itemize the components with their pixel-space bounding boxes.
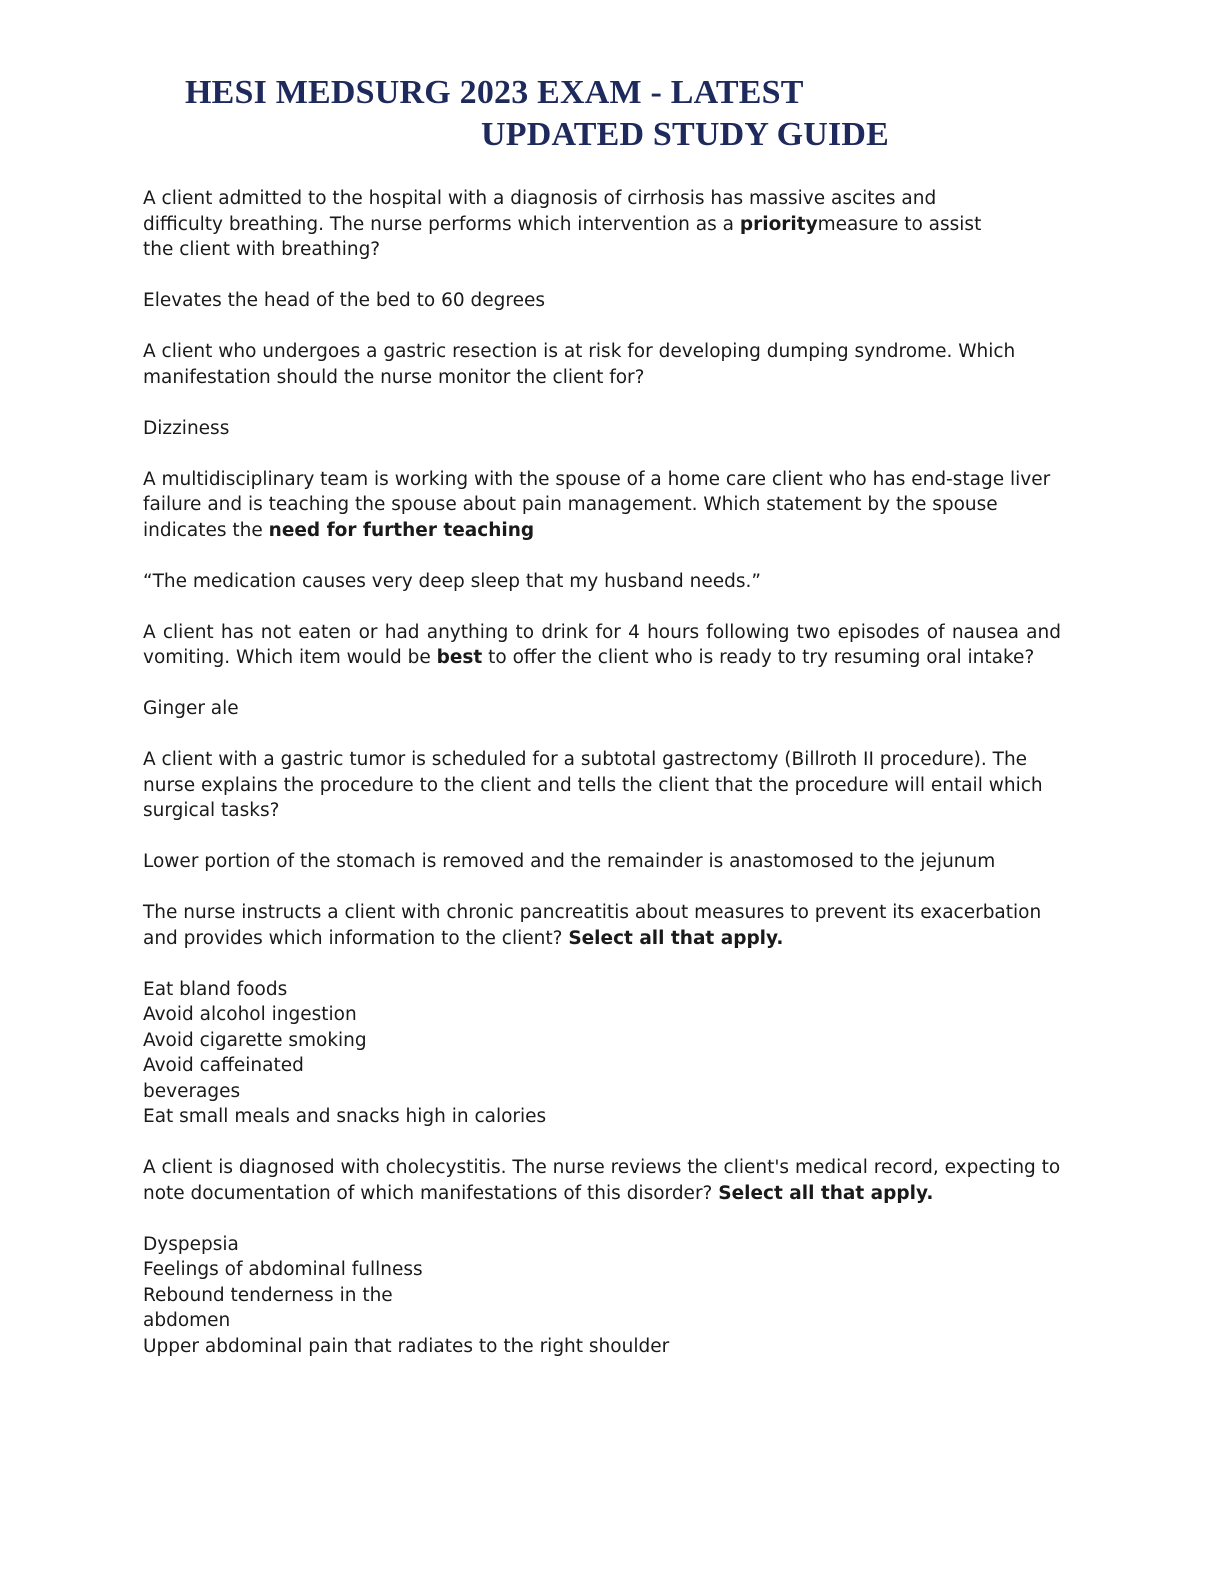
question-5 (143, 747, 1061, 824)
answer-3: “The medication causes very deep sleep that my husband needs.” (143, 570, 761, 592)
list-item: Avoid caffeinated (143, 1055, 304, 1076)
question-4 (143, 620, 1061, 671)
question-text: the client with breathing? (143, 239, 381, 260)
list-item: Avoid alcohol ingestion (143, 1004, 357, 1025)
question-text: The nurse instructs a client with chronic pancreatitis about measures to prevent its exacerbation and provides which information to the client? (143, 902, 1042, 949)
question-emphasis: need for further teaching (268, 519, 535, 541)
list-item: Dyspepsia (143, 1233, 239, 1255)
answer-1: Elevates the head of the bed to 60 degrees (143, 290, 546, 311)
question-text: A client who undergoes a gastric resection is at risk for developing dumping syndrome. Which manifestation should the nurse monitor the client for? (143, 341, 1016, 388)
question-text: measure to assist (817, 213, 982, 235)
list-item: Avoid cigarette smoking (143, 1029, 367, 1051)
answer-5: Lower portion of the stomach is removed and the remainder is anastomosed to the jejunum (143, 851, 996, 872)
question-6 (143, 900, 1061, 951)
list-item: Upper abdominal pain that radiates to the right shoulder (143, 1335, 670, 1357)
answer-list-7 (143, 1232, 1061, 1360)
document-title-line-2: UPDATED STUDY GUIDE (481, 116, 890, 153)
list-item: beverages (143, 1080, 241, 1102)
question-text: to offer the client who is ready to try resuming oral intake? (482, 647, 1035, 668)
list-item: Rebound tenderness in the (143, 1284, 393, 1306)
question-2 (143, 339, 1061, 390)
question-text: A client admitted to the hospital with a diagnosis of cirrhosis has massive ascites and (143, 188, 937, 209)
question-text: A multidisciplinary team is working with the spouse of a home care client who has end-stage liver failure and is teaching the spouse about pain management. Which statement by the spouse indicates the (143, 468, 1051, 541)
question-text: difficulty breathing. The nurse performs which intervention as a (143, 213, 740, 235)
question-3 (143, 467, 1061, 544)
question-1 (143, 186, 1061, 263)
list-item: Eat small meals and snacks high in calories (143, 1106, 547, 1127)
question-text: A client is diagnosed with cholecystitis. The nurse reviews the client's medical record, expecting to note documentation of which manifestations of this disorder? (143, 1157, 1061, 1204)
question-emphasis: priority (739, 213, 818, 235)
question-text: A client with a gastric tumor is scheduled for a subtotal gastrectomy (Billroth II procedure). The nurse explains the procedure to the client and tells the client that the procedure will entail which surgical tasks? (143, 749, 1043, 821)
list-item: abdomen (143, 1310, 231, 1331)
answer-list-6 (143, 977, 1061, 1130)
question-text: A client has not eaten or had anything to drink for 4 hours following two episodes of nausea and vomiting. Which item would be (143, 621, 1061, 668)
list-item: Eat bland foods (143, 978, 288, 1000)
list-item: Feelings of abdominal fullness (143, 1259, 423, 1280)
document-body (143, 186, 1061, 1385)
question-emphasis: Select all that apply. (568, 927, 784, 949)
answer-2: Dizziness (143, 417, 230, 439)
answer-4: Ginger ale (143, 698, 239, 719)
question-emphasis: Select all that apply. (718, 1182, 934, 1204)
question-7 (143, 1155, 1061, 1206)
document-title-line-1: HESI MEDSURG 2023 EXAM - LATEST (185, 74, 804, 111)
question-emphasis: best (436, 647, 483, 668)
